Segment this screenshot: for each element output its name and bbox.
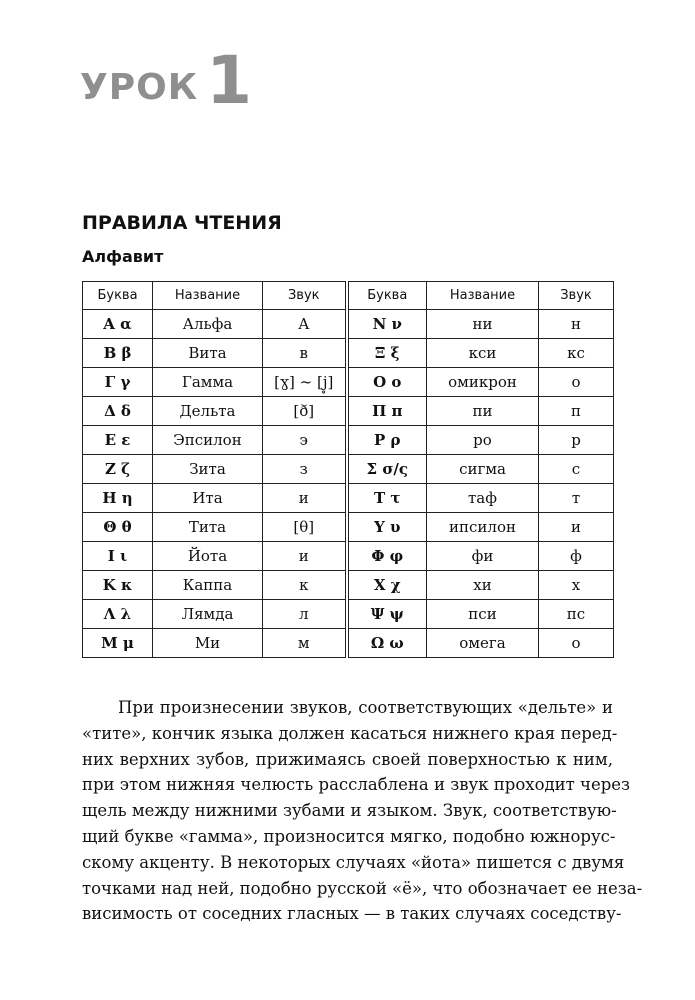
name-cell: Эпсилон: [153, 426, 263, 455]
table-row: [83, 368, 614, 397]
letter-cell: Ε ε: [83, 426, 153, 455]
letter-cell: Υ υ: [347, 513, 427, 542]
letter-cell: Ο ο: [347, 368, 427, 397]
letter-cell: Φ φ: [347, 542, 427, 571]
sound-cell: с: [539, 455, 614, 484]
header-sound-right: Звук: [539, 282, 614, 310]
table-row: [83, 629, 614, 658]
name-cell: Йота: [153, 542, 263, 571]
sound-cell: [θ]: [263, 513, 347, 542]
table-row: [83, 339, 614, 368]
letter-cell: Σ σ/ς: [347, 455, 427, 484]
name-cell: ро: [427, 426, 539, 455]
letter-cell: Β β: [83, 339, 153, 368]
letter-cell: Ω ω: [347, 629, 427, 658]
name-cell: Ми: [153, 629, 263, 658]
table-row: [83, 542, 614, 571]
header-sound-left: Звук: [263, 282, 347, 310]
sound-cell: в: [263, 339, 347, 368]
paragraph-line: щель между нижними зубами и языком. Звук, соответствую-: [82, 801, 617, 821]
letter-cell: Γ γ: [83, 368, 153, 397]
name-cell: Гамма: [153, 368, 263, 397]
name-cell: Каппа: [153, 571, 263, 600]
name-cell: фи: [427, 542, 539, 571]
letter-cell: Α α: [83, 310, 153, 339]
letter-cell: Ξ ξ: [347, 339, 427, 368]
sound-cell: р: [539, 426, 614, 455]
name-cell: омега: [427, 629, 539, 658]
name-cell: Зита: [153, 455, 263, 484]
name-cell: сигма: [427, 455, 539, 484]
sound-cell: к: [263, 571, 347, 600]
letter-cell: Ρ ρ: [347, 426, 427, 455]
table-row: [83, 426, 614, 455]
table-row: [83, 484, 614, 513]
header-letter-left: Буква: [83, 282, 153, 310]
sound-cell: з: [263, 455, 347, 484]
sound-cell: о: [539, 368, 614, 397]
lesson-heading: [80, 42, 253, 119]
name-cell: Лямда: [153, 600, 263, 629]
letter-cell: Ι ι: [83, 542, 153, 571]
lesson-word: УРОК: [80, 67, 199, 108]
lesson-number: 1: [206, 42, 253, 119]
table-row: [83, 397, 614, 426]
letter-cell: Μ μ: [83, 629, 153, 658]
sound-cell: А: [263, 310, 347, 339]
letter-cell: Τ τ: [347, 484, 427, 513]
name-cell: кси: [427, 339, 539, 368]
paragraph-line: них верхних зубов, прижимаясь своей поверхностью к ним,: [82, 749, 613, 769]
letter-cell: Π π: [347, 397, 427, 426]
sound-cell: [ɣ] ~ [j̥]: [263, 368, 347, 397]
name-cell: хи: [427, 571, 539, 600]
sound-cell: п: [539, 397, 614, 426]
sound-cell: ф: [539, 542, 614, 571]
letter-cell: Λ λ: [83, 600, 153, 629]
table-row: [83, 455, 614, 484]
paragraph-line: При произнесении звуков, соответствующих «дельте» и: [118, 698, 613, 717]
header-name-left: Название: [153, 282, 263, 310]
sound-cell: пс: [539, 600, 614, 629]
paragraph-line: висимость от соседних гласных — в таких случаях соседству-: [82, 904, 622, 924]
letter-cell: Θ θ: [83, 513, 153, 542]
sound-cell: л: [263, 600, 347, 629]
letter-cell: Κ κ: [83, 571, 153, 600]
sound-cell: м: [263, 629, 347, 658]
paragraph-line: «тите», кончик языка должен касаться нижнего края перед-: [82, 723, 618, 743]
table-row: [83, 310, 614, 339]
letter-cell: Ψ ψ: [347, 600, 427, 629]
name-cell: Тита: [153, 513, 263, 542]
subsection-title: Алфавит: [82, 247, 164, 266]
sound-cell: и: [539, 513, 614, 542]
letter-cell: Δ δ: [83, 397, 153, 426]
name-cell: Ита: [153, 484, 263, 513]
sound-cell: о: [539, 629, 614, 658]
name-cell: Вита: [153, 339, 263, 368]
sound-cell: т: [539, 484, 614, 513]
paragraph-line: щий букве «гамма», произносится мягко, подобно южнорус-: [82, 826, 616, 846]
name-cell: пси: [427, 600, 539, 629]
sound-cell: кс: [539, 339, 614, 368]
sound-cell: и: [263, 484, 347, 513]
name-cell: омикрон: [427, 368, 539, 397]
sound-cell: [ð]: [263, 397, 347, 426]
letter-cell: Χ χ: [347, 571, 427, 600]
sound-cell: э: [263, 426, 347, 455]
table-row: [83, 513, 614, 542]
table-header-row: [83, 282, 614, 310]
table-row: [83, 600, 614, 629]
sound-cell: х: [539, 571, 614, 600]
letter-cell: Ζ ζ: [83, 455, 153, 484]
paragraph-line: при этом нижняя челюсть расслаблена и звук проходит через: [82, 775, 631, 795]
name-cell: ипсилон: [427, 513, 539, 542]
name-cell: Альфа: [153, 310, 263, 339]
name-cell: пи: [427, 397, 539, 426]
sound-cell: и: [263, 542, 347, 571]
sound-cell: н: [539, 310, 614, 339]
section-title: ПРАВИЛА ЧТЕНИЯ: [82, 212, 282, 234]
header-letter-right: Буква: [347, 282, 427, 310]
table-row: [83, 571, 614, 600]
name-cell: ни: [427, 310, 539, 339]
letter-cell: Η η: [83, 484, 153, 513]
paragraph-line: скому акценту. В некоторых случаях «йота» пишется с двумя: [82, 852, 625, 872]
name-cell: Дельта: [153, 397, 263, 426]
name-cell: таф: [427, 484, 539, 513]
paragraph-line: точками над ней, подобно русской «ё», что обозначает ее неза-: [82, 878, 643, 898]
alphabet-table-body: [83, 310, 614, 658]
letter-cell: Ν ν: [347, 310, 427, 339]
alphabet-table: [82, 281, 614, 658]
header-name-right: Название: [427, 282, 539, 310]
body-paragraph: [82, 695, 643, 927]
